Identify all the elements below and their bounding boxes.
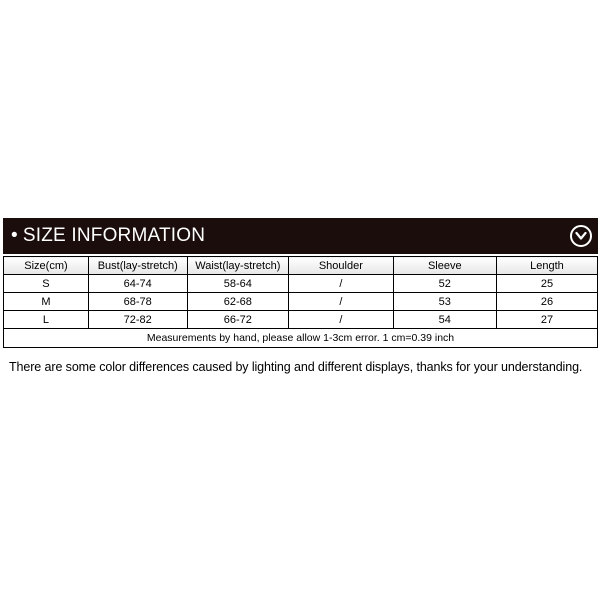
measurement-note-row bbox=[4, 329, 598, 348]
table-header-row bbox=[4, 257, 598, 275]
column-header-bust: Bust(lay-stretch) bbox=[88, 257, 187, 275]
table-row bbox=[4, 275, 598, 293]
table-cell: 26 bbox=[496, 293, 597, 311]
column-header-sleeve: Sleeve bbox=[393, 257, 496, 275]
chevron-down-icon bbox=[570, 225, 592, 247]
column-header-waist: Waist(lay-stretch) bbox=[187, 257, 289, 275]
table-cell: L bbox=[4, 311, 89, 329]
table-row bbox=[4, 311, 598, 329]
table-cell: 52 bbox=[393, 275, 496, 293]
column-header-length: Length bbox=[496, 257, 597, 275]
column-header-shoulder: Shoulder bbox=[289, 257, 394, 275]
size-information-header bbox=[3, 218, 598, 254]
table-cell: / bbox=[289, 275, 394, 293]
column-header-size: Size(cm) bbox=[4, 257, 89, 275]
table-cell: / bbox=[289, 311, 394, 329]
title-bullet: • bbox=[11, 225, 18, 246]
color-disclaimer: There are some color differences caused by lighting and different displays, thanks for your understanding. bbox=[9, 360, 583, 374]
table-cell: 58-64 bbox=[187, 275, 289, 293]
section-title bbox=[11, 225, 205, 247]
size-chart-table bbox=[3, 256, 598, 348]
table-cell: 72-82 bbox=[88, 311, 187, 329]
table-cell: 64-74 bbox=[88, 275, 187, 293]
table-cell: M bbox=[4, 293, 89, 311]
table-cell: 53 bbox=[393, 293, 496, 311]
table-cell: / bbox=[289, 293, 394, 311]
section-title-label: SIZE INFORMATION bbox=[22, 225, 206, 246]
measurement-note: Measurements by hand, please allow 1-3cm error. 1 cm=0.39 inch bbox=[4, 329, 598, 348]
table-cell: 66-72 bbox=[187, 311, 289, 329]
table-cell: S bbox=[4, 275, 89, 293]
table-cell: 68-78 bbox=[88, 293, 187, 311]
table-cell: 25 bbox=[496, 275, 597, 293]
table-row bbox=[4, 293, 598, 311]
table-cell: 54 bbox=[393, 311, 496, 329]
size-information-panel bbox=[3, 218, 598, 348]
table-cell: 62-68 bbox=[187, 293, 289, 311]
table-cell: 27 bbox=[496, 311, 597, 329]
